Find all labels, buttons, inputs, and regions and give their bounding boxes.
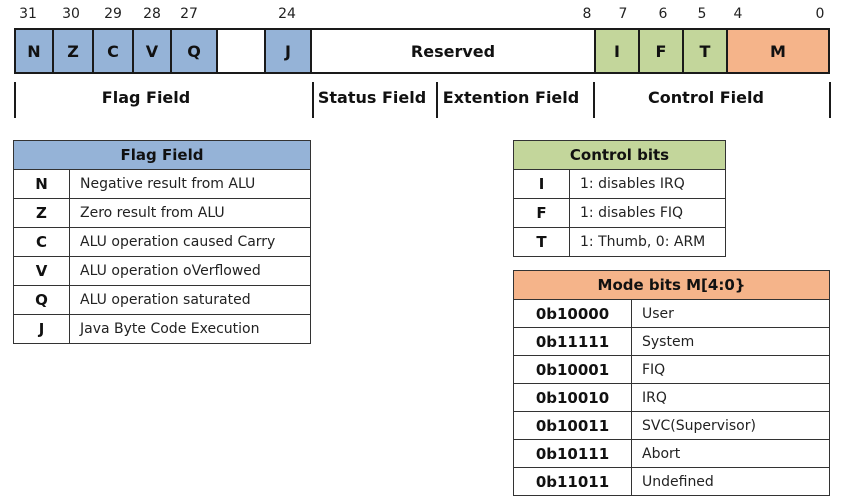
mode-key: 0b10000 bbox=[514, 300, 632, 328]
flag-desc: Negative result from ALU bbox=[70, 170, 311, 199]
field-divider bbox=[829, 82, 831, 118]
table-row bbox=[14, 257, 311, 286]
bit-number-24: 24 bbox=[278, 6, 296, 22]
flag-desc: ALU operation saturated bbox=[70, 286, 311, 315]
bit-cell-z: Z bbox=[52, 28, 94, 74]
bit-number-30: 30 bbox=[62, 6, 80, 22]
flag-desc: Java Byte Code Execution bbox=[70, 315, 311, 344]
table-row bbox=[514, 356, 830, 384]
table-row bbox=[514, 228, 726, 257]
bit-number-4: 4 bbox=[733, 6, 743, 22]
mode-desc: User bbox=[632, 300, 830, 328]
flag-key: J bbox=[14, 315, 70, 344]
bit-cell-i: I bbox=[594, 28, 640, 74]
flag-desc: ALU operation oVerflowed bbox=[70, 257, 311, 286]
table-row bbox=[14, 286, 311, 315]
table-row bbox=[14, 315, 311, 344]
mode-desc: IRQ bbox=[632, 384, 830, 412]
mode-bits-table bbox=[513, 270, 830, 496]
table-row bbox=[514, 468, 830, 496]
control-key: T bbox=[514, 228, 570, 257]
control-table-title: Control bits bbox=[514, 141, 726, 170]
mode-desc: System bbox=[632, 328, 830, 356]
table-row bbox=[14, 170, 311, 199]
field-divider bbox=[593, 82, 595, 118]
table-row bbox=[514, 199, 726, 228]
flag-desc: ALU operation caused Carry bbox=[70, 228, 311, 257]
mode-key: 0b10111 bbox=[514, 440, 632, 468]
flag-key: V bbox=[14, 257, 70, 286]
flag-key: Z bbox=[14, 199, 70, 228]
bit-number-31: 31 bbox=[19, 6, 37, 22]
mode-desc: SVC(Supervisor) bbox=[632, 412, 830, 440]
bit-cell-j: J bbox=[264, 28, 312, 74]
bit-number-27: 27 bbox=[180, 6, 198, 22]
field-label-status: Status Field bbox=[317, 88, 427, 107]
bit-number-0: 0 bbox=[815, 6, 825, 22]
bit-number-5: 5 bbox=[697, 6, 707, 22]
bit-number-7: 7 bbox=[618, 6, 628, 22]
table-row bbox=[514, 412, 830, 440]
field-label-flag: Flag Field bbox=[101, 88, 191, 107]
mode-key: 0b11111 bbox=[514, 328, 632, 356]
mode-key: 0b11011 bbox=[514, 468, 632, 496]
field-label-extention: Extention Field bbox=[442, 88, 580, 107]
table-row bbox=[14, 228, 311, 257]
mode-desc: Undefined bbox=[632, 468, 830, 496]
table-row bbox=[514, 384, 830, 412]
mode-desc: Abort bbox=[632, 440, 830, 468]
bit-number-8: 8 bbox=[582, 6, 592, 22]
mode-key: 0b10001 bbox=[514, 356, 632, 384]
flag-table-title: Flag Field bbox=[14, 141, 311, 170]
field-divider bbox=[436, 82, 438, 118]
bit-cell-v: V bbox=[132, 28, 172, 74]
bit-cell-m: M bbox=[726, 28, 830, 74]
mode-key: 0b10010 bbox=[514, 384, 632, 412]
table-row bbox=[514, 300, 830, 328]
flag-field-table bbox=[13, 140, 311, 344]
bit-number-28: 28 bbox=[143, 6, 161, 22]
control-desc: 1: disables FIQ bbox=[570, 199, 726, 228]
control-desc: 1: disables IRQ bbox=[570, 170, 726, 199]
control-desc: 1: Thumb, 0: ARM bbox=[570, 228, 726, 257]
mode-key: 0b10011 bbox=[514, 412, 632, 440]
bit-cell-n: N bbox=[14, 28, 54, 74]
control-key: I bbox=[514, 170, 570, 199]
bit-cell-c: C bbox=[92, 28, 134, 74]
table-row bbox=[514, 328, 830, 356]
flag-desc: Zero result from ALU bbox=[70, 199, 311, 228]
bit-cell-unused bbox=[216, 28, 266, 74]
table-row bbox=[14, 199, 311, 228]
field-divider bbox=[14, 82, 16, 118]
bit-cell-reserved: Reserved bbox=[310, 28, 596, 74]
mode-desc: FIQ bbox=[632, 356, 830, 384]
flag-key: C bbox=[14, 228, 70, 257]
control-bits-table bbox=[513, 140, 726, 257]
mode-table-title: Mode bits M[4:0} bbox=[514, 271, 830, 300]
table-row bbox=[514, 170, 726, 199]
bit-cell-t: T bbox=[682, 28, 728, 74]
flag-key: N bbox=[14, 170, 70, 199]
bit-cell-q: Q bbox=[170, 28, 218, 74]
bit-number-29: 29 bbox=[104, 6, 122, 22]
bit-number-6: 6 bbox=[658, 6, 668, 22]
bit-cell-f: F bbox=[638, 28, 684, 74]
field-divider bbox=[312, 82, 314, 118]
table-row bbox=[514, 440, 830, 468]
field-label-control: Control Field bbox=[648, 88, 764, 107]
control-key: F bbox=[514, 199, 570, 228]
flag-key: Q bbox=[14, 286, 70, 315]
